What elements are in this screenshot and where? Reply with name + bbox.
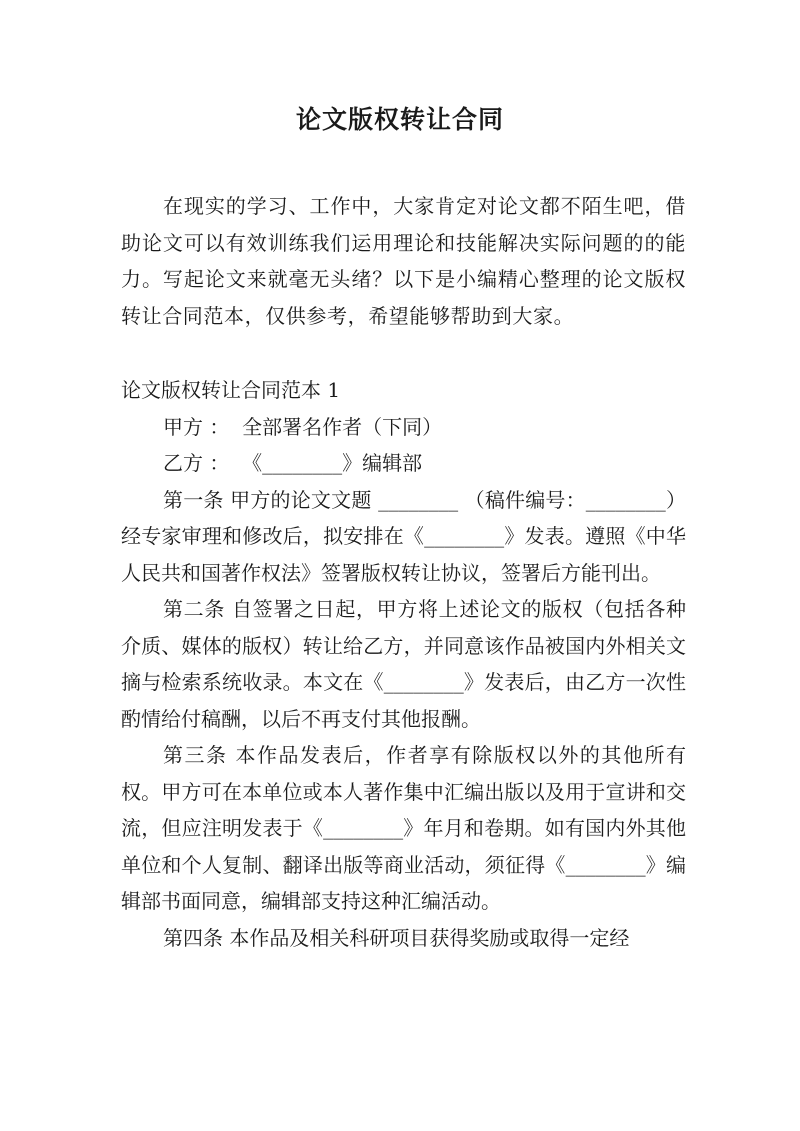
party-b-line: 乙方 ： 《________》编辑部 bbox=[163, 451, 423, 475]
section-heading: 论文版权转让合同范本 1 bbox=[121, 378, 341, 402]
document-title: 论文版权转让合同 bbox=[295, 105, 504, 134]
article-1: 第一条 甲方的论文文题 ________ （稿件编号：________）经专家审理和修改后，拟安排在《________》发表。遵照《中华人民共和国著作权法》签署版权转让协议，签署后方能刊出。 bbox=[121, 487, 686, 585]
party-a-line: 甲方 ： 全部署名作者（下同） bbox=[163, 414, 443, 439]
article-4: 第四条 本作品及相关科研项目获得奖励或取得一定经 bbox=[163, 925, 630, 950]
document-body bbox=[121, 188, 686, 956]
intro-paragraph: 在现实的学习、工作中，大家肯定对论文都不陌生吧，借助论文可以有效训练我们运用理论和技能解决实际问题的的能力。写起论文来就毫无头绪？以下是小编精心整理的论文版权转让合同范本，仅供参考，希望能够帮助到大家。 bbox=[121, 194, 686, 328]
section-gap bbox=[121, 334, 686, 372]
article-3: 第三条 本作品发表后，作者享有除版权以外的其他所有权。甲方可在本单位或本人著作集中汇编出版以及用于宣讲和交流，但应注明发表于《________》年月和卷期。如有国内外其他单位和个人复制、翻译出版等商业活动，须征得《________》编辑部书面同意，编辑部支持这种汇编活动。 bbox=[121, 743, 686, 913]
article-2: 第二条 自签署之日起，甲方将上述论文的版权（包括各种介质、媒体的版权）转让给乙方，并同意该作品被国内外相关文摘与检索系统收录。本文在《________》发表后，由乙方一次性酌情给付稿酬，以后不再支付其他报酬。 bbox=[121, 597, 686, 731]
